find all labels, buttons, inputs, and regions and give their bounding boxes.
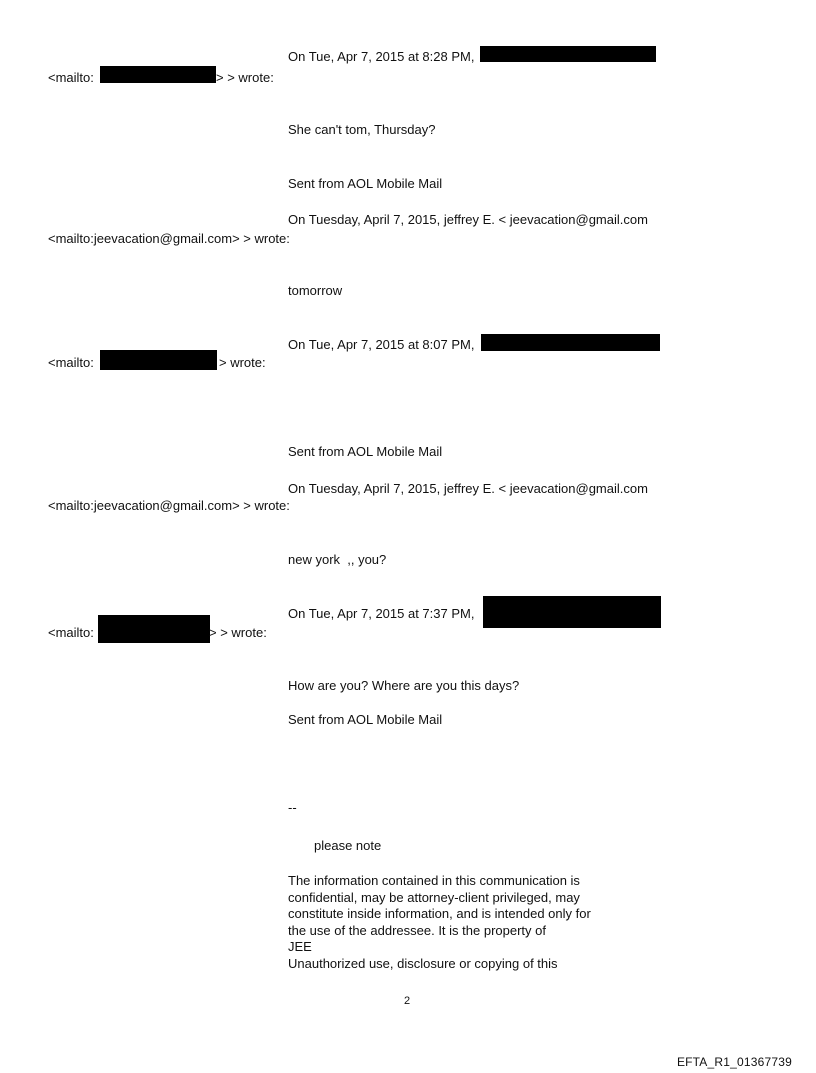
wrote-suffix: > > wrote: bbox=[216, 70, 274, 85]
email-signature: Sent from AOL Mobile Mail bbox=[288, 444, 443, 459]
wrote-suffix: > > wrote: bbox=[209, 625, 267, 640]
document-id-footer: EFTA_R1_01367739 bbox=[676, 1055, 792, 1069]
email-header-date: On Tue, Apr 7, 2015 at 8:28 PM, bbox=[288, 49, 475, 64]
redaction-block bbox=[483, 596, 661, 628]
email-header-date: On Tuesday, April 7, 2015, jeffrey E. < jeevacation@gmail.com bbox=[288, 481, 648, 496]
disclaimer-line: the use of the addressee. It is the property of bbox=[288, 922, 546, 938]
redaction-block bbox=[481, 334, 660, 351]
wrote-suffix: > wrote: bbox=[219, 355, 266, 370]
message-body: tomorrow bbox=[288, 283, 343, 298]
message-body: How are you? Where are you this days? bbox=[288, 678, 520, 693]
please-note-heading: please note bbox=[314, 838, 382, 853]
mailto-prefix: <mailto: bbox=[48, 355, 94, 370]
email-signature: Sent from AOL Mobile Mail bbox=[288, 712, 443, 727]
mailto-line: <mailto:jeevacation@gmail.com> > wrote: bbox=[48, 231, 290, 246]
mailto-line: <mailto:jeevacation@gmail.com> > wrote: bbox=[48, 498, 290, 513]
redaction-block bbox=[100, 66, 216, 83]
message-body: new york ,, you? bbox=[288, 552, 387, 567]
email-header-date: On Tue, Apr 7, 2015 at 7:37 PM, bbox=[288, 606, 475, 621]
message-body: She can't tom, Thursday? bbox=[288, 122, 436, 137]
disclaimer-line: The information contained in this communication is bbox=[288, 873, 580, 888]
redaction-block bbox=[480, 46, 656, 62]
signature-separator: -- bbox=[288, 800, 297, 815]
disclaimer-line: JEE bbox=[288, 939, 312, 954]
redaction-block bbox=[98, 615, 210, 643]
confidentiality-disclaimer bbox=[288, 873, 628, 972]
email-header-date: On Tuesday, April 7, 2015, jeffrey E. < jeevacation@gmail.com bbox=[288, 212, 648, 227]
disclaimer-line: constitute inside information, and is intended only for bbox=[288, 906, 591, 921]
disclaimer-line: Unauthorized use, disclosure or copying of this bbox=[288, 955, 558, 971]
disclaimer-line: confidential, may be attorney-client privileged, may bbox=[288, 889, 580, 905]
page-number: 2 bbox=[404, 995, 411, 1007]
mailto-prefix: <mailto: bbox=[48, 625, 94, 640]
mailto-prefix: <mailto: bbox=[48, 70, 94, 85]
email-header-date: On Tue, Apr 7, 2015 at 8:07 PM, bbox=[288, 337, 475, 352]
redaction-block bbox=[100, 350, 217, 370]
email-signature: Sent from AOL Mobile Mail bbox=[288, 176, 443, 191]
